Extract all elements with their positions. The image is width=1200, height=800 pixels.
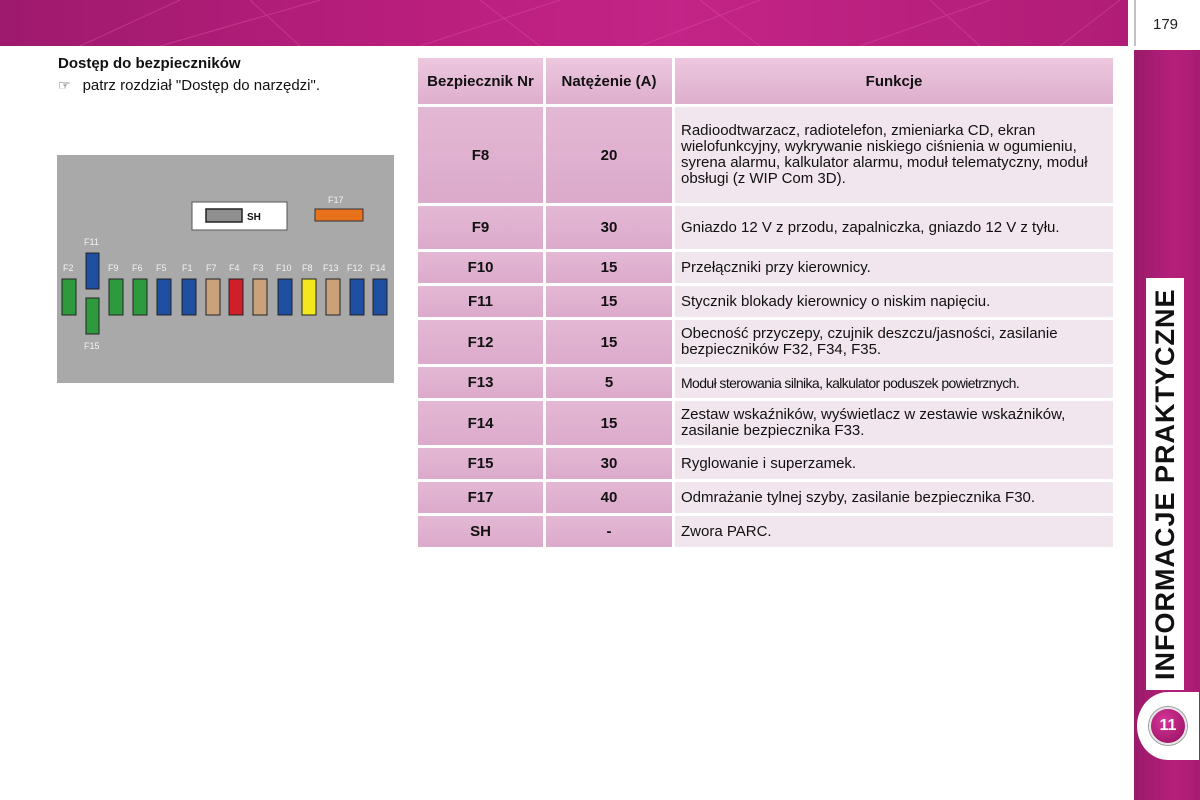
fuse-f9	[109, 279, 123, 315]
fuse-f1	[182, 279, 196, 315]
f10-label: F10	[276, 263, 292, 273]
table-row	[418, 516, 1113, 547]
fuse-box-diagram	[57, 155, 394, 383]
cell-fuse-number: F10	[418, 252, 543, 283]
cell-amperage: 15	[546, 286, 672, 317]
cell-function: Radioodtwarzacz, radiotelefon, zmieniarka CD, ekran wielofunkcyjny, wykrywanie niskiego ciśnienia w ogumieniu, syrena alarmu, kalkulator alarmu, moduł telematyczny, moduł obsługi (z WIP Com 3D).	[675, 107, 1113, 203]
table-header-row	[418, 58, 1113, 104]
page-number: 179	[1153, 16, 1179, 33]
fuse-f4	[229, 279, 243, 315]
f11-label: F11	[84, 237, 99, 247]
f9-label: F9	[108, 263, 119, 273]
f5-label: F5	[156, 263, 167, 273]
cell-fuse-number: F15	[418, 448, 543, 479]
f1-label: F1	[182, 263, 193, 273]
f12-label: F12	[347, 263, 363, 273]
cell-function: Zwora PARC.	[675, 516, 1113, 547]
cell-amperage: 15	[546, 320, 672, 364]
fuse-f13	[326, 279, 340, 315]
fuse-f3	[253, 279, 267, 315]
table-row	[418, 320, 1113, 364]
access-note	[58, 77, 320, 94]
table-row	[418, 482, 1113, 513]
table-row	[418, 206, 1113, 249]
section-title: INFORMACJE PRAKTYCZNE	[1146, 278, 1184, 690]
fuse-f12	[350, 279, 364, 315]
cell-function: Moduł sterowania silnika, kalkulator poduszek powietrznych.	[675, 367, 1113, 398]
cell-function: Odmrażanie tylnej szyby, zasilanie bezpiecznika F30.	[675, 482, 1113, 513]
cell-function: Ryglowanie i superzamek.	[675, 448, 1113, 479]
cell-amperage: 30	[546, 448, 672, 479]
cell-fuse-number: F11	[418, 286, 543, 317]
cell-amperage: 15	[546, 252, 672, 283]
fuse-f15	[86, 298, 99, 334]
cell-amperage: 30	[546, 206, 672, 249]
fuse-f8	[302, 279, 316, 315]
fuse-f6	[133, 279, 147, 315]
table-row	[418, 448, 1113, 479]
cell-fuse-number: F17	[418, 482, 543, 513]
f8-label: F8	[302, 263, 313, 273]
cell-fuse-number: SH	[418, 516, 543, 547]
banner-decoration	[0, 0, 1128, 46]
cell-fuse-number: F14	[418, 401, 543, 445]
table-row	[418, 286, 1113, 317]
table-row	[418, 252, 1113, 283]
fuse-f11	[86, 253, 99, 289]
f3-label: F3	[253, 263, 264, 273]
f4-label: F4	[229, 263, 240, 273]
cell-function: Przełączniki przy kierownicy.	[675, 252, 1113, 283]
sh-shunt	[206, 209, 242, 222]
cell-function: Gniazdo 12 V z przodu, zapalniczka, gniazdo 12 V z tyłu.	[675, 206, 1113, 249]
cell-amperage: 20	[546, 107, 672, 203]
f6-label: F6	[132, 263, 143, 273]
header-banner	[0, 0, 1128, 46]
header-amperage: Natężenie (A)	[546, 58, 672, 104]
table-row	[418, 367, 1113, 398]
cell-function: Stycznik blokady kierownicy o niskim napięciu.	[675, 286, 1113, 317]
f2-label: F2	[63, 263, 74, 273]
fuse-f5	[157, 279, 171, 315]
fuse-box-svg	[57, 155, 394, 383]
side-band-gap	[1134, 46, 1200, 50]
f14-label: F14	[370, 263, 386, 273]
f13-label: F13	[323, 263, 339, 273]
cell-amperage: -	[546, 516, 672, 547]
fuse-f2	[62, 279, 76, 315]
f17-label: F17	[328, 195, 344, 205]
f15-label: F15	[84, 341, 100, 351]
fuse-f14	[373, 279, 387, 315]
f7-label: F7	[206, 263, 217, 273]
cell-amperage: 5	[546, 367, 672, 398]
fuse-f17	[315, 209, 363, 221]
cell-fuse-number: F8	[418, 107, 543, 203]
cell-fuse-number: F13	[418, 367, 543, 398]
cell-amperage: 15	[546, 401, 672, 445]
header-functions: Funkcje	[675, 58, 1113, 104]
fuse-f10	[278, 279, 292, 315]
table-row	[418, 401, 1113, 445]
cell-function: Obecność przyczepy, czujnik deszczu/jasności, zasilanie bezpieczników F32, F34, F35.	[675, 320, 1113, 364]
fuse-f7	[206, 279, 220, 315]
sh-label: SH	[247, 212, 261, 223]
cell-function: Zestaw wskaźników, wyświetlacz w zestawie wskaźników, zasilanie bezpiecznika F33.	[675, 401, 1113, 445]
pointing-hand-icon: ☞	[58, 77, 71, 93]
chapter-badge: 11	[1149, 707, 1187, 745]
header-fuse-number: Bezpiecznik Nr	[418, 58, 543, 104]
cell-fuse-number: F9	[418, 206, 543, 249]
cell-amperage: 40	[546, 482, 672, 513]
table-row	[418, 107, 1113, 203]
access-note-text: patrz rozdział "Dostęp do narzędzi".	[82, 77, 320, 94]
access-title: Dostęp do bezpieczników	[58, 55, 241, 72]
fuse-table	[415, 55, 1116, 550]
cell-fuse-number: F12	[418, 320, 543, 364]
